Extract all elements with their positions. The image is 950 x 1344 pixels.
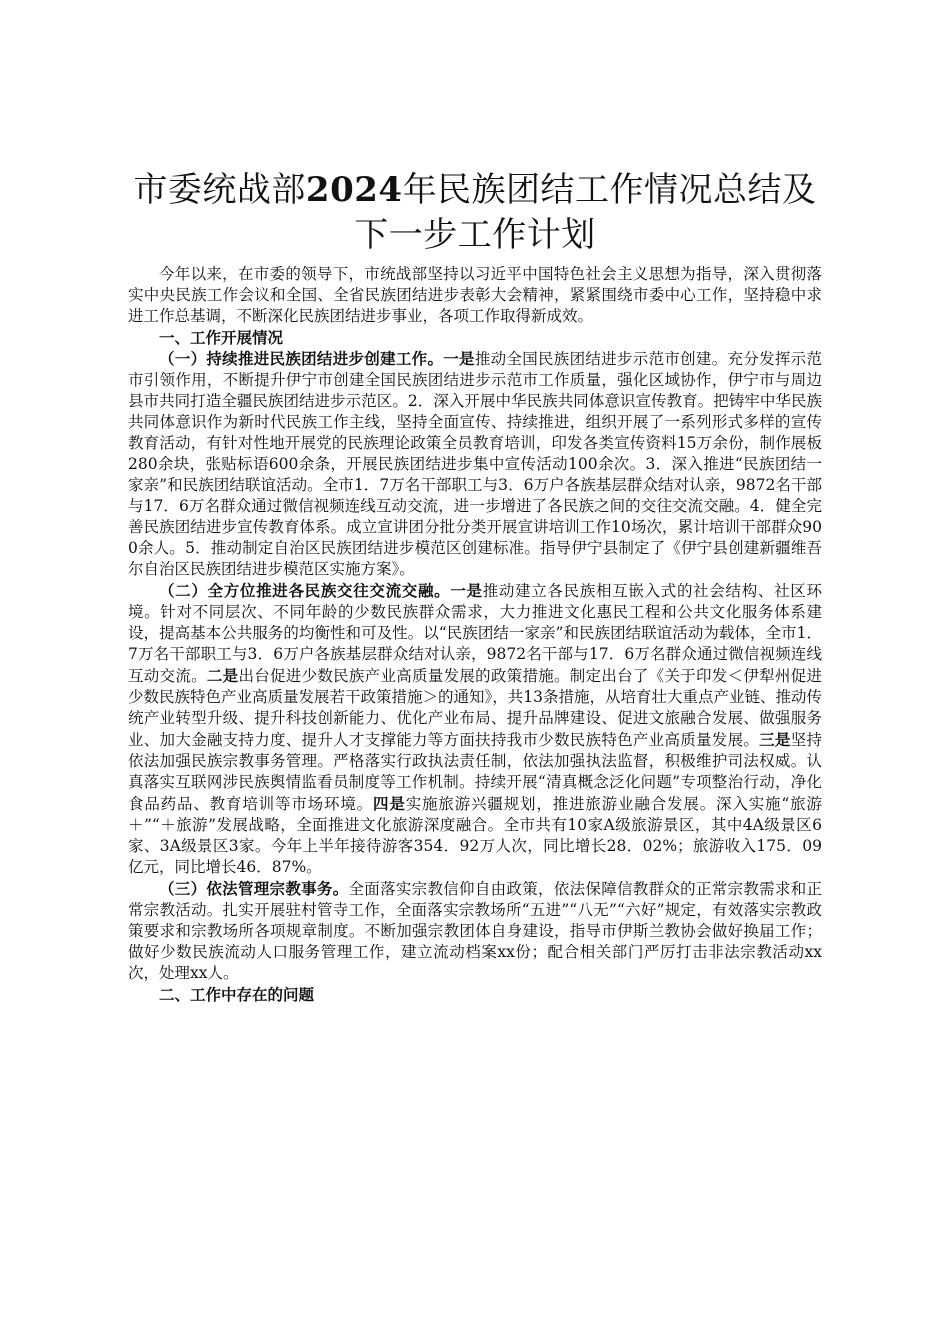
keyword-third: 三是	[759, 730, 791, 749]
keyword-first: 一是	[443, 349, 475, 368]
keyword-second: 二是	[206, 666, 239, 685]
keyword-fourth: 四是	[373, 794, 406, 813]
paragraph-2	[128, 580, 822, 878]
paragraph-3	[128, 878, 822, 984]
title-year: 2024	[305, 170, 403, 210]
document-title	[128, 168, 822, 258]
intro-paragraph: 今年以来，在市委的领导下，市统战部坚持以习近平中国特色社会主义思想为指导，深入贯彻落实中央民族工作会议和全国、全省民族团结进步表彰大会精神，紧紧围绕市委中心工作，坚持稳中求进工作总基调，不断深化民族团结进步事业，各项工作取得新成效。	[128, 265, 822, 325]
paragraph-3-text: 全面落实宗教信仰自由政策，依法保障信教群众的正常宗教需求和正常宗教活动。扎实开展驻村管寺工作，全面落实宗教场所“五进”“八无”“六好”规定，有效落实宗教政策要求和宗教场所各项规章制度。不断加强宗教团体自身建设，指导市伊斯兰教协会做好换届工作；做好少数民族流动人口服务管理工作，建立流动档案xx份；配合相关部门严厉打击非法宗教活动xx次，处理xx人。	[128, 880, 822, 982]
keyword-first: 一是	[450, 581, 483, 600]
paragraph-1	[128, 348, 822, 580]
document-page	[128, 168, 822, 1005]
title-suffix: 年民族团结工作情况总结及下一步工作计划	[354, 170, 817, 255]
paragraph-2-text-4: 实施旅游兴疆规划，推进旅游业融合发展。深入实施“旅游＋”“＋旅游”发展战略，全面推进文化旅游深度融合。全市共有10家A级旅游景区，其中4A级景区6家、3A级景区3家。今年上半年接待游客354．92万人次，同比增长28．02%；旅游收入175．09亿元，同比增长46．87%。	[128, 795, 822, 876]
paragraph-2-text-1: 推动建立各民族相互嵌入式的社会结构、社区环境。针对不同层次、不同年龄的少数民族群众需求，大力推进文化惠民工程和公共文化服务体系建设，提高基本公共服务的均衡性和可及性。以“民族团结一家亲”和民族团结联谊活动为载体，全市1．7万名干部职工与3．6万户各族基层群众结对认亲，9872名干部与17．6万名群众通过微信视频连线互动交流。	[128, 582, 822, 685]
subheading-2: （二）全方位推进各民族交往交流交融。	[159, 581, 451, 600]
section-heading-2: 二、工作中存在的问题	[159, 985, 315, 1004]
title-prefix: 市委统战部	[133, 170, 306, 210]
paragraph-2-text-3: 坚持依法加强民族宗教事务管理。严格落实行政执法责任制，依法加强执法监督，积极维护司法权威。认真落实互联网涉民族舆情监看员制度等工作机制。持续开展“清真概念泛化问题”专项整治行动，净化食品药品、教育培训等市场环境。	[128, 731, 822, 813]
subheading-1: （一）持续推进民族团结进步创建工作。	[159, 349, 444, 368]
paragraph-2-text-2: 出台促进少数民族产业高质量发展的政策措施。制定出台了《关于印发＜伊犁州促进少数民族特色产业高质量发展若干政策措施＞的通知》，共13条措施，从培育壮大重点产业链、推动传统产业转型升级、提升科技创新能力、优化产业布局、提升品牌建设、促进文旅融合发展、做强服务业、加大金融支持力度、提升人才支撑能力等方面扶持我市少数民族特色产业高质量发展。	[128, 667, 822, 749]
paragraph-1-text: 推动全国民族团结进步示范市创建。充分发挥示范市引领作用，不断提升伊宁市创建全国民族团结进步示范市工作质量，强化区域协作，伊宁市与周边县市共同打造全疆民族团结进步示范区。2．深入开展中华民族共同体意识宣传教育。把铸牢中华民族共同体意识作为新时代民族工作主线，坚持全面宣传、持续推进，组织开展了一系列形式多样的宣传教育活动，有针对性地开展党的民族理论政策全员教育培训，印发各类宣传资料15万余份，制作展板280余块，张贴标语600余条，开展民族团结进步集中宣传活动100余次。3．深入推进“民族团结一家亲”和民族团结联谊活动。全市1．7万名干部职工与3．6万户各族基层群众结对认亲，9872名干部与17．6万名群众通过微信视频连线互动交流，进一步增进了各民族之间的交往交流交融。4．健全完善民族团结进步宣传教育体系。成立宣讲团分批分类开展宣讲培训工作10场次，累计培训干部群众900余人。5．推动制定自治区民族团结进步模范区创建标准。指导伊宁县制定了《伊宁县创建新疆维吾尔自治区民族团结进步模范区实施方案》。	[128, 350, 822, 578]
section-heading-1: 一、工作开展情况	[159, 328, 284, 347]
subheading-3: （三）依法管理宗教事务。	[159, 879, 349, 898]
